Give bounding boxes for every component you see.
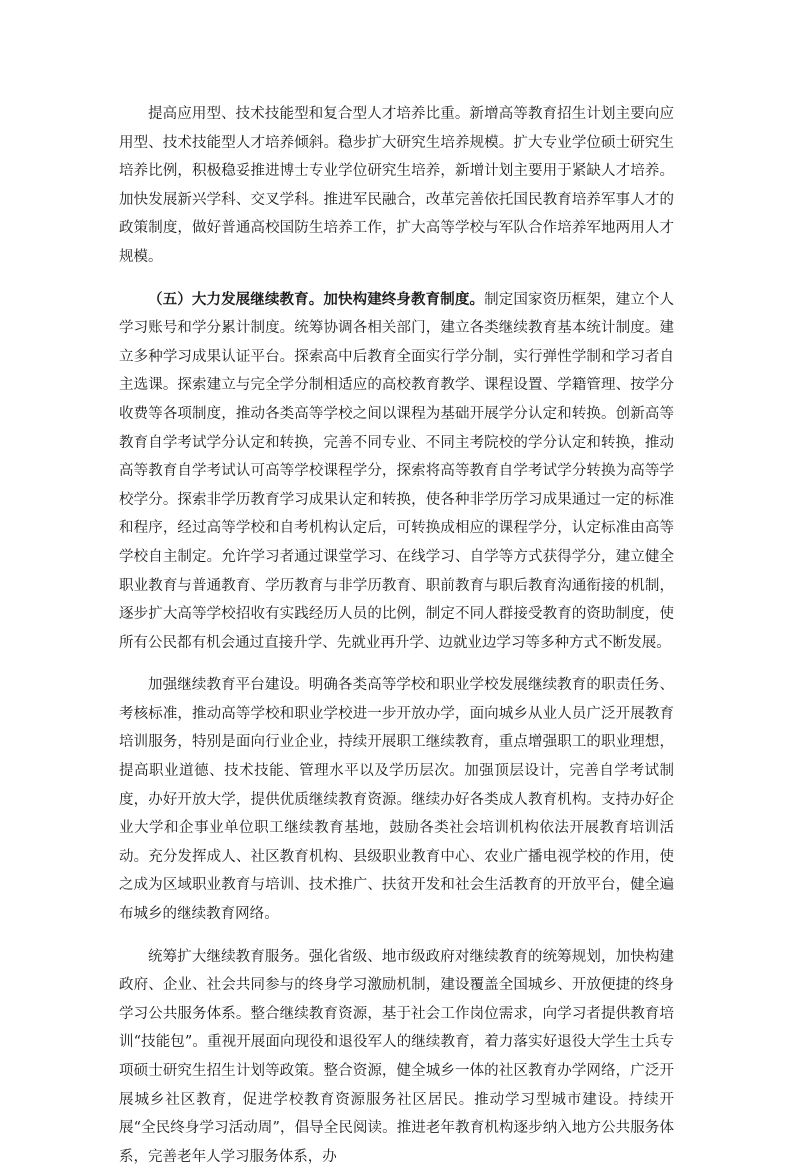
paragraph-1-text: 提高应用型、技术技能型和复合型人才培养比重。新增高等教育招生计划主要向应用型、技术技能型人才培养倾斜。稳步扩大研究生培养规模。扩大专业学位硕士研究生培养比例，积极稳妥推进博士专业学位研究生培养，新增计划主要用于紧缺人才培养。加快发展新兴学科、交叉学科。推进军民融合，改革完善依托国民教育培养军事人才的政策制度，做好普通高校国防生培养工作，扩大高等学校与军队合作培养军地两用人才规模。 (119, 106, 674, 265)
paragraph-3 (119, 671, 674, 928)
paragraph-4-text: 统筹扩大继续教育服务。强化省级、地市级政府对继续教育的统筹规划，加快构建政府、企业、社会共同参与的终身学习激励机制，建设覆盖全国城乡、开放便捷的终身学习公共服务体系。整合继续教育资源，基于社会工作岗位需求，向学习者提供教育培训“技能包”。重视开展面向现役和退役军人的继续教育，着力落实好退役大学生士兵专项硕士研究生招生计划等政策。整合资源，健全城乡一体的社区教育办学网络，广泛开展城乡社区教育，促进学校教育资源服务社区居民。推动学习型城市建设。持续开展“全民终身学习活动周”，倡导全民阅读。推进老年教育机构逐步纳入地方公共服务体系，完善老年人学习服务体系，办 (119, 948, 674, 1165)
paragraph-2 (119, 286, 674, 658)
paragraph-gap (119, 272, 674, 286)
document-body (119, 100, 674, 1171)
paragraph-3-text: 加强继续教育平台建设。明确各类高等学校和职业学校发展继续教育的职责任务、考核标准，推动高等学校和职业学校进一步开放办学，面向城乡从业人员广泛开展教育培训服务，特别是面向行业企业，持续开展职工继续教育，重点增强职工的职业理想，提高职业道德、技术技能、管理水平以及学历层次。加强顶层设计，完善自学考试制度，办好开放大学，提供优质继续教育资源。继续办好各类成人教育机构。支持办好企业大学和企事业单位职工继续教育基地，鼓励各类社会培训机构依法开展教育培训活动。充分发挥成人、社区教育机构、县级职业教育中心、农业广播电视学校的作用，使之成为区域职业教育与培训、技术推广、扶贫开发和社会生活教育的开放平台，健全遍布城乡的继续教育网络。 (119, 677, 674, 923)
paragraph-1 (119, 100, 674, 272)
section-heading: （五）大力发展继续教育。加快构建终身教育制度。 (148, 290, 485, 308)
paragraph-gap (119, 657, 674, 671)
paragraph-4 (119, 943, 674, 1171)
paragraph-gap (119, 929, 674, 943)
paragraph-2-text: 制定国家资历框架，建立个人学习账号和学分累计制度。统筹协调各相关部门，建立各类继续教育基本统计制度。建立多种学习成果认证平台。探索高中后教育全面实行学分制，实行弹性学制和学习者自主选课。探索建立与完全学分制相适应的高校教育教学、课程设置、学籍管理、按学分收费等各项制度，推动各类高等学校之间以课程为基础开展学分认定和转换。创新高等教育自学考试学分认定和转换，完善不同专业、不同主考院校的学分认定和转换，推动高等教育自学考试认可高等学校课程学分，探索将高等教育自学考试学分转换为高等学校学分。探索非学历教育学习成果认定和转换，使各种非学历学习成果通过一定的标准和程序，经过高等学校和自考机构认定后，可转换成相应的课程学分，认定标准由高等学校自主制定。允许学习者通过课堂学习、在线学习、自学等方式获得学分，建立健全职业教育与普通教育、学历教育与非学历教育、职前教育与职后教育沟通衔接的机制，逐步扩大高等学校招收有实践经历人员的比例，制定不同人群接受教育的资助制度，使所有公民都有机会通过直接升学、先就业再升学、边就业边学习等多种方式不断发展。 (119, 291, 674, 651)
